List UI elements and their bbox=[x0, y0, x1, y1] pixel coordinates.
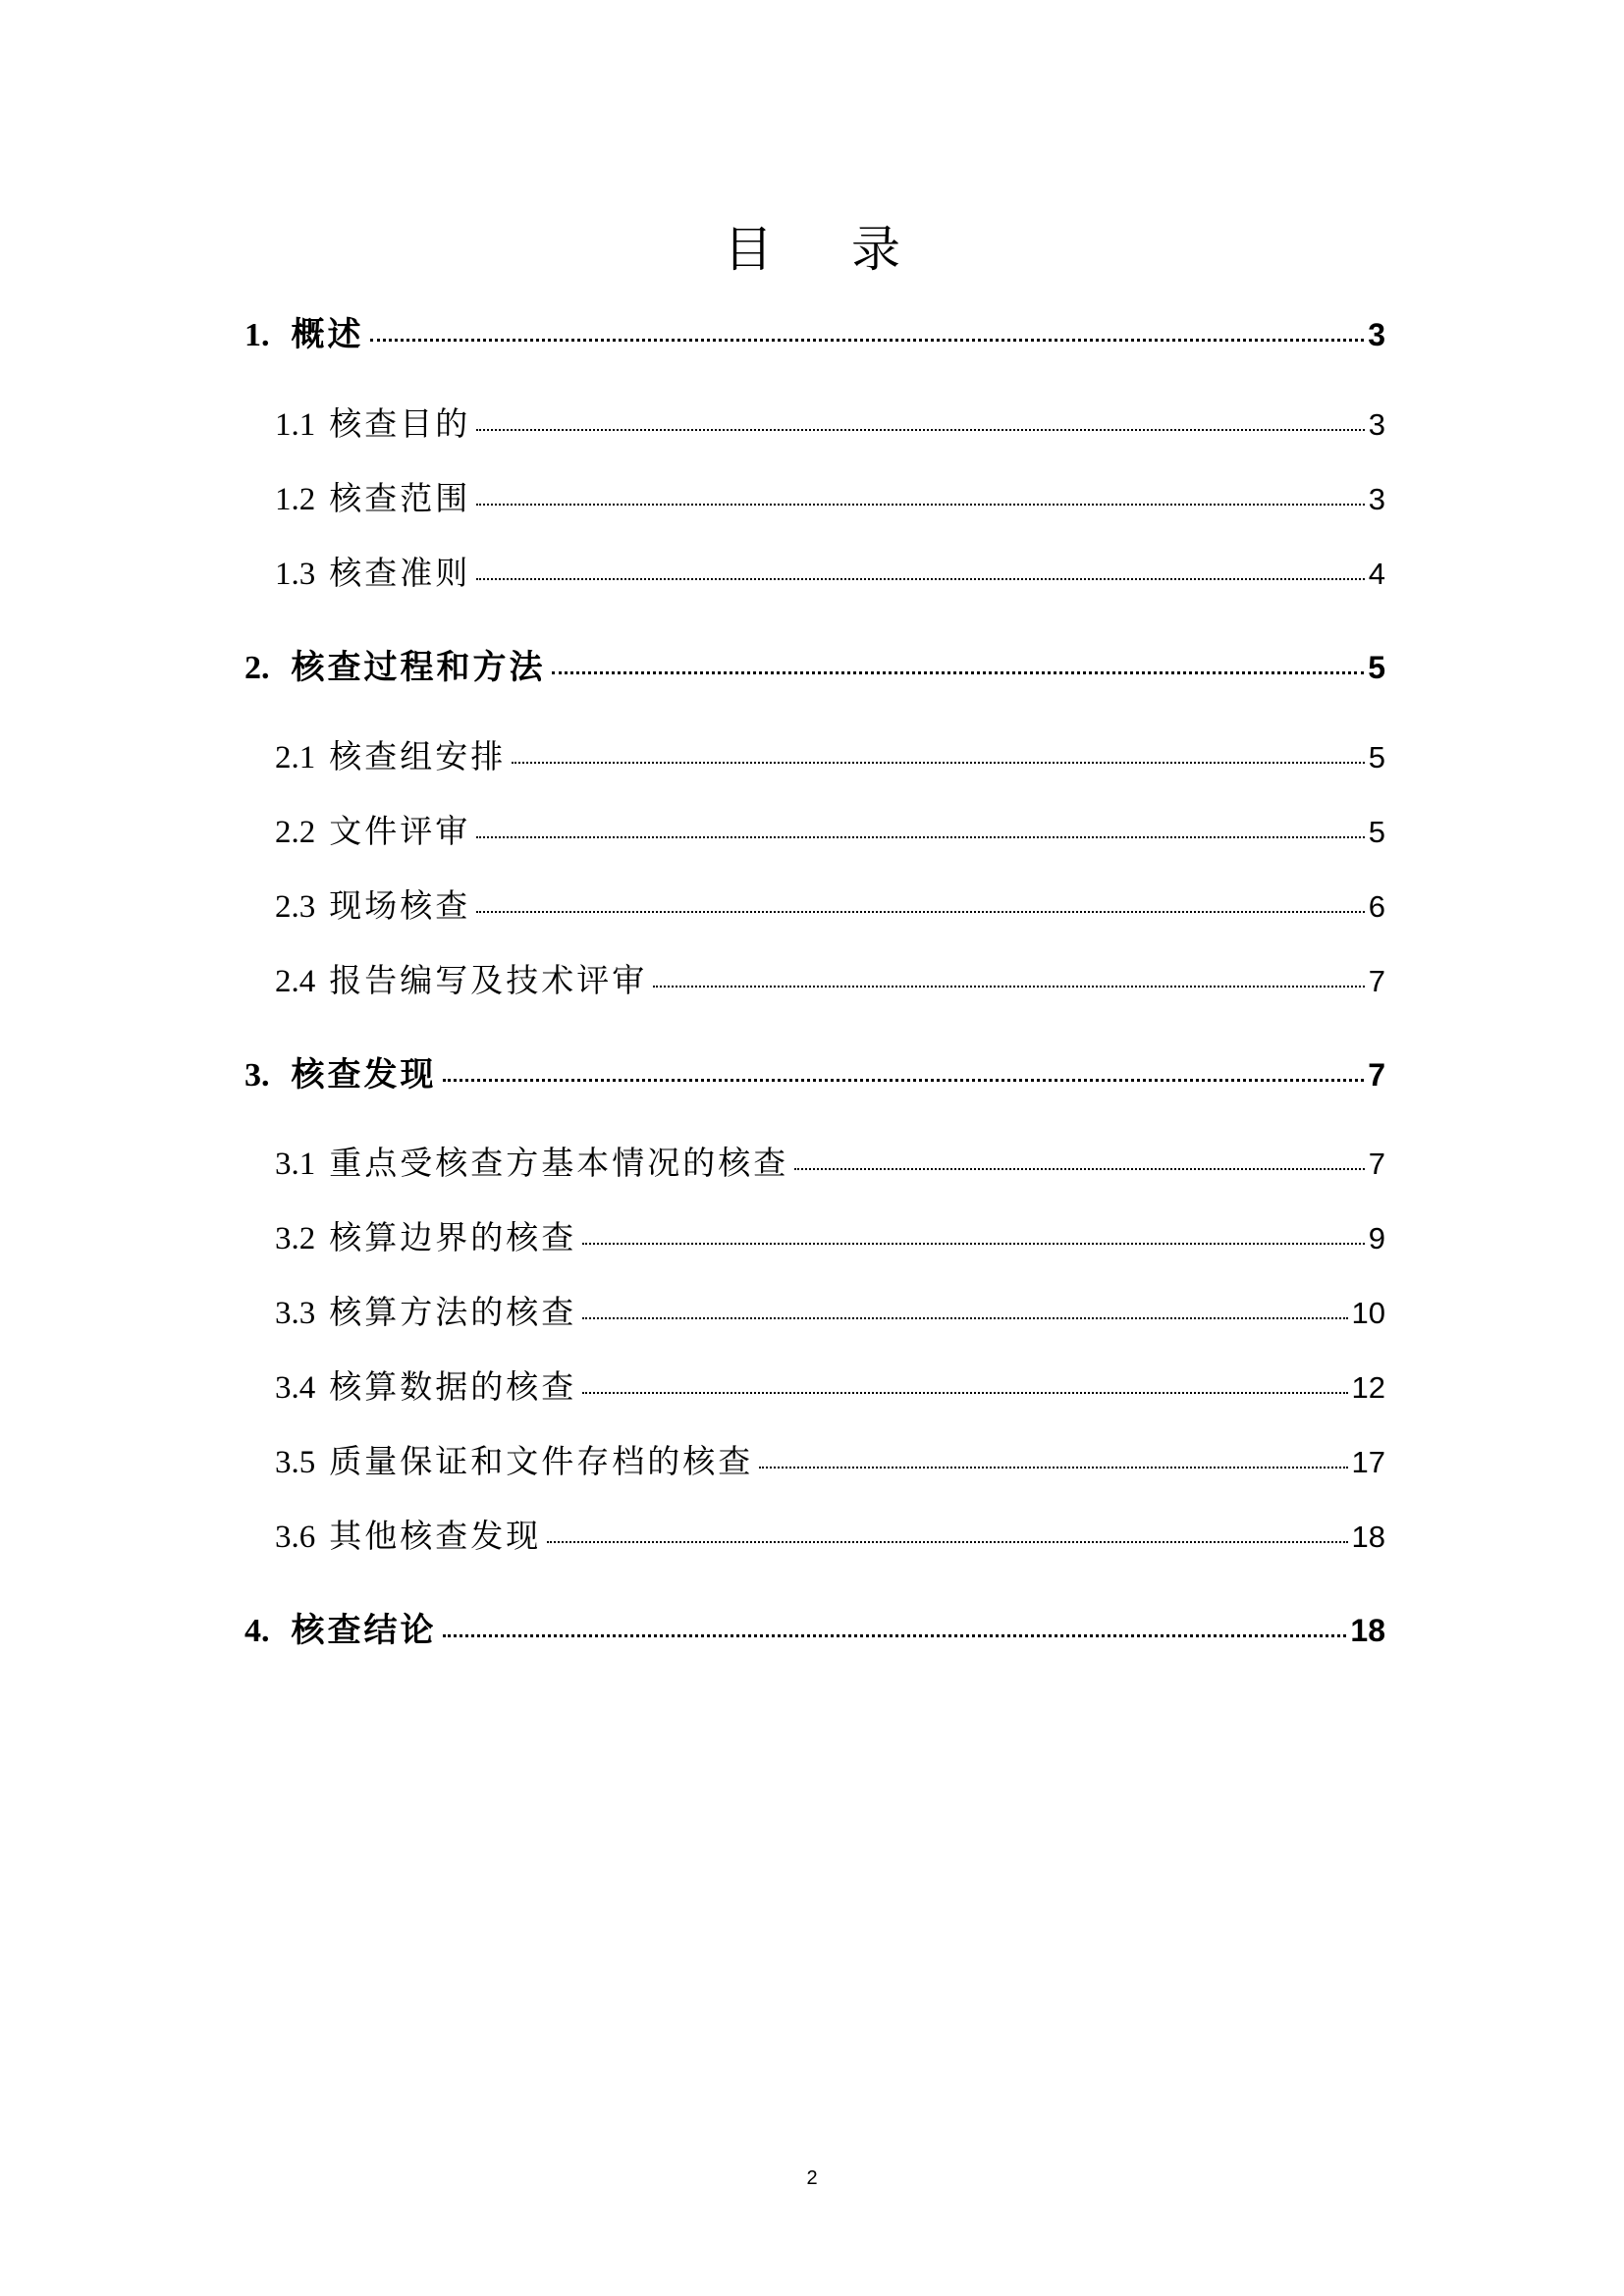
toc-entry-number: 2.4 bbox=[275, 964, 316, 999]
toc-entry-number: 3.3 bbox=[275, 1296, 316, 1331]
toc-entry-2-1[interactable] bbox=[275, 731, 1385, 776]
toc-entry-number: 4. bbox=[244, 1613, 270, 1649]
toc-entry-number: 3. bbox=[244, 1057, 270, 1094]
toc-entry-3-2[interactable] bbox=[275, 1212, 1385, 1257]
toc-entry-3-5[interactable] bbox=[275, 1436, 1385, 1481]
toc-entry-number: 3.2 bbox=[275, 1221, 316, 1256]
toc-entry-text: 现场核查 bbox=[329, 886, 471, 925]
toc-entry-page: 12 bbox=[1351, 1370, 1385, 1405]
toc-entry-2-4[interactable] bbox=[275, 955, 1385, 1000]
toc-entry-page: 10 bbox=[1351, 1296, 1385, 1330]
toc-entry-number: 3.5 bbox=[275, 1445, 316, 1480]
dot-leader bbox=[443, 1079, 1365, 1082]
toc-entry-number: 1.3 bbox=[275, 557, 316, 592]
toc-entry-text: 核查结论 bbox=[291, 1611, 437, 1650]
toc-entry-text: 文件评审 bbox=[329, 812, 471, 850]
toc-entry-text: 质量保证和文件存档的核查 bbox=[329, 1442, 754, 1480]
toc-entry-number: 2.1 bbox=[275, 740, 316, 775]
toc-entry-page: 7 bbox=[1368, 1057, 1385, 1093]
dot-leader bbox=[476, 836, 1365, 838]
toc-entry-number: 3.6 bbox=[275, 1520, 316, 1555]
toc-entry-text: 核查范围 bbox=[329, 479, 471, 517]
toc-entry-text: 核查准则 bbox=[329, 554, 471, 592]
toc-entry-2-3[interactable] bbox=[275, 881, 1385, 926]
toc-entry-number: 1. bbox=[244, 317, 270, 353]
toc-entry-page: 5 bbox=[1368, 650, 1385, 685]
dot-leader bbox=[476, 429, 1365, 431]
toc-entry-page: 7 bbox=[1368, 1147, 1385, 1181]
toc-entry-4[interactable] bbox=[244, 1603, 1385, 1648]
toc-entry-2-2[interactable] bbox=[275, 806, 1385, 851]
toc-entry-page: 7 bbox=[1368, 964, 1385, 998]
dot-leader bbox=[582, 1392, 1347, 1394]
dot-leader bbox=[512, 762, 1365, 764]
toc-entry-number: 2. bbox=[244, 650, 270, 686]
toc-entry-text: 报告编写及技术评审 bbox=[329, 961, 648, 999]
toc-entry-number: 1.2 bbox=[275, 482, 316, 517]
toc-entry-number: 2.3 bbox=[275, 889, 316, 925]
dot-leader bbox=[759, 1467, 1347, 1468]
page-title: 目 录 bbox=[724, 221, 932, 278]
toc-entry-page: 4 bbox=[1368, 557, 1385, 591]
toc-entry-text: 其他核查发现 bbox=[329, 1517, 542, 1555]
toc-entry-text: 核查组安排 bbox=[329, 737, 507, 775]
footer-page-number: 2 bbox=[806, 2167, 818, 2189]
toc-entry-number: 2.2 bbox=[275, 815, 316, 850]
dot-leader bbox=[653, 986, 1365, 988]
toc-entry-page: 3 bbox=[1368, 482, 1385, 516]
toc-entry-1-1[interactable] bbox=[275, 399, 1385, 444]
toc-entry-3[interactable] bbox=[244, 1047, 1385, 1093]
toc-entry-text: 重点受核查方基本情况的核查 bbox=[329, 1144, 789, 1182]
toc-entry-text: 核算边界的核查 bbox=[329, 1218, 577, 1256]
toc-entry-number: 3.4 bbox=[275, 1370, 316, 1406]
toc-entry-page: 17 bbox=[1351, 1445, 1385, 1479]
toc-entry-number: 3.1 bbox=[275, 1147, 316, 1182]
toc-entry-page: 6 bbox=[1368, 889, 1385, 924]
toc-entry-page: 18 bbox=[1351, 1520, 1385, 1554]
toc-entry-3-1[interactable] bbox=[275, 1138, 1385, 1183]
toc-entry-number: 1.1 bbox=[275, 407, 316, 443]
dot-leader bbox=[476, 578, 1365, 580]
toc-entry-page: 3 bbox=[1368, 407, 1385, 442]
dot-leader bbox=[547, 1541, 1347, 1543]
toc-entry-1[interactable] bbox=[244, 307, 1385, 352]
dot-leader bbox=[370, 339, 1365, 342]
toc-entry-text: 核算方法的核查 bbox=[329, 1293, 577, 1331]
dot-leader bbox=[476, 504, 1365, 506]
dot-leader bbox=[582, 1243, 1365, 1245]
toc-entry-page: 5 bbox=[1368, 815, 1385, 849]
toc-entry-page: 9 bbox=[1368, 1221, 1385, 1255]
toc-entry-3-6[interactable] bbox=[275, 1511, 1385, 1556]
toc-entry-page: 18 bbox=[1350, 1613, 1385, 1648]
dot-leader bbox=[552, 671, 1365, 674]
toc-entry-text: 概述 bbox=[291, 315, 364, 354]
toc-entry-page: 3 bbox=[1368, 317, 1385, 352]
toc-entry-text: 核查发现 bbox=[291, 1055, 437, 1095]
toc-entry-text: 核算数据的核查 bbox=[329, 1367, 577, 1406]
dot-leader bbox=[476, 911, 1365, 913]
toc-entry-3-3[interactable] bbox=[275, 1287, 1385, 1332]
toc-entry-3-4[interactable] bbox=[275, 1362, 1385, 1407]
dot-leader bbox=[443, 1634, 1347, 1637]
toc-entry-text: 核查过程和方法 bbox=[291, 648, 546, 687]
toc-entry-1-3[interactable] bbox=[275, 548, 1385, 593]
dot-leader bbox=[794, 1168, 1365, 1170]
toc-entry-text: 核查目的 bbox=[329, 404, 471, 443]
toc-entry-page: 5 bbox=[1368, 740, 1385, 774]
dot-leader bbox=[582, 1317, 1347, 1319]
toc-entry-1-2[interactable] bbox=[275, 473, 1385, 518]
toc-entry-2[interactable] bbox=[244, 640, 1385, 685]
